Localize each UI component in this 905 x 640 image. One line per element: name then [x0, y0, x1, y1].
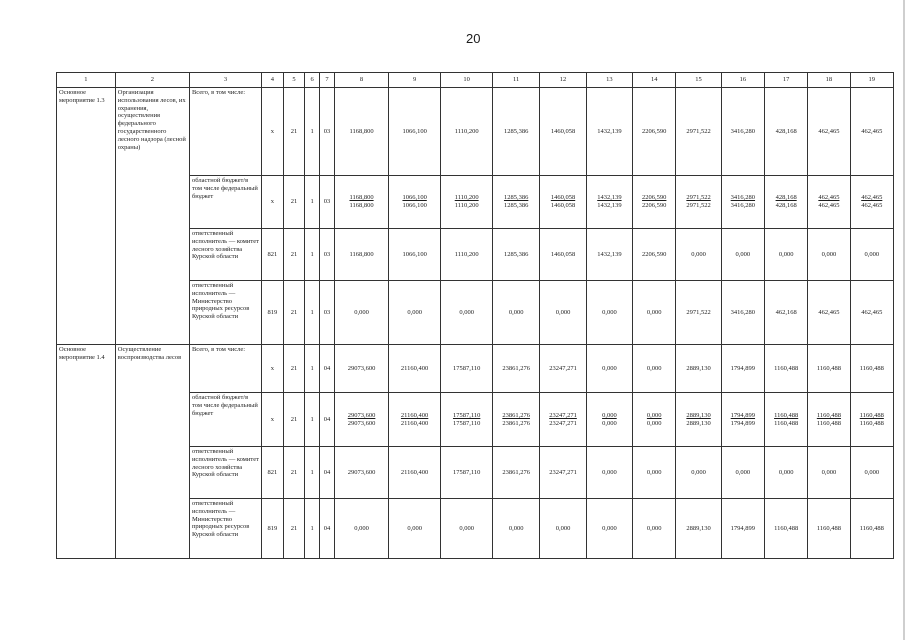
- column-header: 17: [765, 73, 808, 88]
- code-cell-pr: 1: [305, 393, 319, 447]
- value-total: 1160,488: [774, 411, 799, 419]
- value-cell: 0,000: [540, 281, 586, 345]
- code-cell-rz: 21: [283, 88, 305, 176]
- measure-label: Основное мероприятие 1.4: [57, 345, 116, 559]
- value-cell: 0,000: [441, 281, 493, 345]
- value-cell: 1110,200: [441, 88, 493, 176]
- value-cell: 2889,130: [676, 345, 721, 393]
- code-cell-cs: 04: [319, 393, 334, 447]
- column-header: 13: [586, 73, 632, 88]
- code-cell-grbs: х: [262, 88, 284, 176]
- code-cell-pr: 1: [305, 88, 319, 176]
- code-cell-grbs: 821: [262, 229, 284, 281]
- value-cell: 1160,488: [808, 345, 850, 393]
- code-cell-grbs: х: [262, 176, 284, 229]
- value-federal: 1160,488: [859, 419, 884, 427]
- value-cell: 0,000: [808, 229, 850, 281]
- value-federal: 21160,400: [400, 419, 429, 427]
- value-cell: 0,000: [721, 229, 764, 281]
- value-cell: 1285,386: [492, 88, 539, 176]
- code-cell-pr: 1: [305, 281, 319, 345]
- value-total: 462,465: [861, 194, 883, 202]
- funding-source: ответственный исполнитель — комитет лесного хозяйства Курской области: [189, 229, 261, 281]
- value-cell: [540, 176, 586, 229]
- measure-label: Основное мероприятие 1.3: [57, 88, 116, 345]
- value-cell: [633, 393, 676, 447]
- value-federal: 23247,271: [549, 419, 577, 427]
- code-cell-grbs: 819: [262, 281, 284, 345]
- value-total: 1460,058: [550, 194, 576, 202]
- value-cell: [676, 176, 721, 229]
- table-row: [57, 88, 894, 176]
- code-cell-grbs: х: [262, 345, 284, 393]
- value-cell: 0,000: [335, 281, 389, 345]
- code-cell-cs: 03: [319, 281, 334, 345]
- value-federal: 1285,386: [503, 202, 529, 209]
- value-cell: 0,000: [335, 499, 389, 559]
- value-federal: 17587,110: [452, 419, 481, 427]
- value-cell: 29073,600: [335, 447, 389, 499]
- value-total: 21160,400: [400, 411, 429, 419]
- budget-table: [56, 72, 894, 559]
- value-cell: 2206,590: [633, 229, 676, 281]
- value-cell: 23861,276: [492, 345, 539, 393]
- value-cell: 0,000: [492, 499, 539, 559]
- code-cell-grbs: х: [262, 393, 284, 447]
- value-cell: 0,000: [676, 229, 721, 281]
- value-cell: [808, 393, 850, 447]
- column-header: 16: [721, 73, 764, 88]
- value-cell: 0,000: [850, 447, 893, 499]
- value-cell: [765, 393, 808, 447]
- column-header: 7: [319, 73, 334, 88]
- value-cell: 2889,130: [676, 499, 721, 559]
- value-cell: 21160,400: [388, 345, 441, 393]
- value-cell: 2206,590: [633, 88, 676, 176]
- column-header: 3: [189, 73, 261, 88]
- value-cell: 1066,100: [388, 229, 441, 281]
- code-cell-rz: 21: [283, 447, 305, 499]
- value-federal: 2971,522: [686, 202, 711, 209]
- value-total: 1168,800: [349, 194, 374, 202]
- table-row: [57, 345, 894, 393]
- funding-source: областной бюджет/в том числе федеральный бюджет: [189, 176, 261, 229]
- value-cell: 462,465: [850, 281, 893, 345]
- value-cell: 462,465: [808, 281, 850, 345]
- value-cell: 23247,271: [540, 345, 586, 393]
- code-cell-cs: 04: [319, 499, 334, 559]
- value-cell: [441, 393, 493, 447]
- value-federal: 1794,899: [730, 419, 756, 427]
- code-cell-pr: 1: [305, 345, 319, 393]
- value-total: 462,465: [818, 194, 840, 202]
- column-header: 4: [262, 73, 284, 88]
- value-federal: 1160,488: [774, 419, 799, 427]
- value-cell: 0,000: [492, 281, 539, 345]
- value-total: 428,168: [775, 194, 797, 202]
- column-header: 5: [283, 73, 305, 88]
- value-cell: [492, 393, 539, 447]
- value-cell: 1432,139: [586, 88, 632, 176]
- value-total: 1160,488: [816, 411, 841, 419]
- value-cell: 0,000: [388, 499, 441, 559]
- value-cell: 0,000: [586, 499, 632, 559]
- code-cell-cs: 03: [319, 229, 334, 281]
- column-header: 10: [441, 73, 493, 88]
- value-cell: 1168,800: [335, 229, 389, 281]
- value-cell: 17587,110: [441, 345, 493, 393]
- funding-source: областной бюджет/в том числе федеральный бюджет: [189, 393, 261, 447]
- code-cell-cs: 04: [319, 447, 334, 499]
- value-cell: 1160,488: [765, 499, 808, 559]
- value-total: 1432,139: [597, 194, 622, 202]
- value-cell: 0,000: [765, 447, 808, 499]
- value-cell: 0,000: [441, 499, 493, 559]
- value-federal: 1066,100: [402, 202, 427, 209]
- value-cell: [808, 176, 850, 229]
- value-cell: 0,000: [808, 447, 850, 499]
- value-cell: 3416,280: [721, 281, 764, 345]
- value-cell: [850, 393, 893, 447]
- value-cell: 1432,139: [586, 229, 632, 281]
- value-cell: [335, 176, 389, 229]
- value-cell: 462,465: [850, 88, 893, 176]
- column-header: 12: [540, 73, 586, 88]
- value-cell: 0,000: [676, 447, 721, 499]
- value-total: 29073,600: [347, 411, 376, 419]
- value-cell: 29073,600: [335, 345, 389, 393]
- column-header: 6: [305, 73, 319, 88]
- value-cell: 21160,400: [388, 447, 441, 499]
- funding-source: Всего, в том числе:: [189, 88, 261, 176]
- value-federal: 1110,200: [454, 202, 479, 209]
- value-cell: 1168,800: [335, 88, 389, 176]
- value-cell: [540, 393, 586, 447]
- value-cell: 1794,899: [721, 499, 764, 559]
- value-total: 17587,110: [452, 411, 481, 419]
- value-cell: [765, 176, 808, 229]
- value-total: 2889,130: [686, 411, 711, 419]
- value-cell: [850, 176, 893, 229]
- code-cell-rz: 21: [283, 393, 305, 447]
- code-cell-rz: 21: [283, 345, 305, 393]
- value-cell: 1160,488: [850, 345, 893, 393]
- value-cell: 0,000: [586, 447, 632, 499]
- value-federal: 462,465: [818, 202, 840, 209]
- code-cell-cs: 04: [319, 345, 334, 393]
- value-cell: 17587,110: [441, 447, 493, 499]
- value-cell: 1460,058: [540, 88, 586, 176]
- value-cell: [586, 176, 632, 229]
- header-row: [57, 73, 894, 88]
- column-header: 18: [808, 73, 850, 88]
- value-cell: 0,000: [850, 229, 893, 281]
- code-cell-rz: 21: [283, 281, 305, 345]
- code-cell-cs: 03: [319, 176, 334, 229]
- value-cell: 23247,271: [540, 447, 586, 499]
- column-header: 15: [676, 73, 721, 88]
- value-cell: 1110,200: [441, 229, 493, 281]
- value-total: 0,000: [646, 411, 662, 419]
- value-cell: [335, 393, 389, 447]
- page-number: 20: [466, 31, 481, 46]
- code-cell-rz: 21: [283, 176, 305, 229]
- value-total: 2971,522: [686, 194, 711, 202]
- column-header: 1: [57, 73, 116, 88]
- value-cell: 1066,100: [388, 88, 441, 176]
- value-total: 1285,386: [503, 194, 529, 202]
- code-cell-pr: 1: [305, 229, 319, 281]
- value-cell: 1460,058: [540, 229, 586, 281]
- value-cell: [721, 393, 764, 447]
- measure-name: Осуществление воспроизводства лесов: [115, 345, 189, 559]
- value-cell: 0,000: [633, 499, 676, 559]
- value-total: 23861,276: [502, 411, 530, 419]
- value-cell: 0,000: [540, 499, 586, 559]
- value-total: 23247,271: [549, 411, 577, 419]
- value-federal: 1460,058: [550, 202, 576, 209]
- value-total: 1110,200: [454, 194, 479, 202]
- value-cell: [388, 393, 441, 447]
- value-total: 1794,899: [730, 411, 756, 419]
- value-federal: 23861,276: [502, 419, 530, 427]
- code-cell-grbs: 821: [262, 447, 284, 499]
- column-header: 14: [633, 73, 676, 88]
- code-cell-rz: 21: [283, 229, 305, 281]
- measure-name: Организация использования лесов, их охранения, осуществления федерального государственного лесного надзора (лесной охраны): [115, 88, 189, 345]
- code-cell-pr: 1: [305, 176, 319, 229]
- column-header: 8: [335, 73, 389, 88]
- value-federal: 0,000: [602, 419, 617, 427]
- code-cell-pr: 1: [305, 447, 319, 499]
- value-cell: 1794,899: [721, 345, 764, 393]
- value-cell: [633, 176, 676, 229]
- value-cell: 462,168: [765, 281, 808, 345]
- value-federal: 1160,488: [816, 419, 841, 427]
- value-cell: [492, 176, 539, 229]
- value-total: 1066,100: [402, 194, 427, 202]
- value-cell: [721, 176, 764, 229]
- funding-source: ответственный исполнитель — комитет лесного хозяйства Курской области: [189, 447, 261, 499]
- funding-source: Всего, в том числе:: [189, 345, 261, 393]
- value-cell: 23861,276: [492, 447, 539, 499]
- value-federal: 3416,280: [730, 202, 756, 209]
- funding-source: ответственный исполнитель — Министерство природных ресурсов Курской области: [189, 499, 261, 559]
- value-total: 0,000: [602, 411, 617, 419]
- value-total: 3416,280: [730, 194, 756, 202]
- value-cell: [388, 176, 441, 229]
- value-cell: 0,000: [388, 281, 441, 345]
- value-cell: 0,000: [586, 281, 632, 345]
- value-cell: [676, 393, 721, 447]
- column-header: 19: [850, 73, 893, 88]
- column-header: 2: [115, 73, 189, 88]
- value-federal: 2889,130: [686, 419, 711, 427]
- value-cell: [441, 176, 493, 229]
- value-federal: 428,168: [775, 202, 797, 209]
- column-header: 11: [492, 73, 539, 88]
- value-cell: 1160,488: [808, 499, 850, 559]
- value-cell: 3416,280: [721, 88, 764, 176]
- value-cell: 462,465: [808, 88, 850, 176]
- value-federal: 1432,139: [597, 202, 622, 209]
- value-cell: 2971,522: [676, 281, 721, 345]
- code-cell-pr: 1: [305, 499, 319, 559]
- value-federal: 2206,590: [642, 202, 667, 209]
- value-cell: [586, 393, 632, 447]
- code-cell-rz: 21: [283, 499, 305, 559]
- code-cell-grbs: 819: [262, 499, 284, 559]
- value-federal: 462,465: [861, 202, 883, 209]
- value-federal: 29073,600: [347, 419, 376, 427]
- value-federal: 0,000: [646, 419, 662, 427]
- value-cell: 0,000: [633, 345, 676, 393]
- value-cell: 2971,522: [676, 88, 721, 176]
- value-federal: 1168,800: [349, 202, 374, 209]
- value-cell: 428,168: [765, 88, 808, 176]
- value-cell: 1285,386: [492, 229, 539, 281]
- value-cell: 0,000: [721, 447, 764, 499]
- value-cell: 1160,488: [850, 499, 893, 559]
- code-cell-cs: 03: [319, 88, 334, 176]
- value-cell: 0,000: [633, 447, 676, 499]
- value-cell: 1160,488: [765, 345, 808, 393]
- funding-source: ответственный исполнитель — Министерство природных ресурсов Курской области: [189, 281, 261, 345]
- column-header: 9: [388, 73, 441, 88]
- value-total: 2206,590: [642, 194, 667, 202]
- value-cell: 0,000: [765, 229, 808, 281]
- value-total: 1160,488: [859, 411, 884, 419]
- value-cell: 0,000: [633, 281, 676, 345]
- value-cell: 0,000: [586, 345, 632, 393]
